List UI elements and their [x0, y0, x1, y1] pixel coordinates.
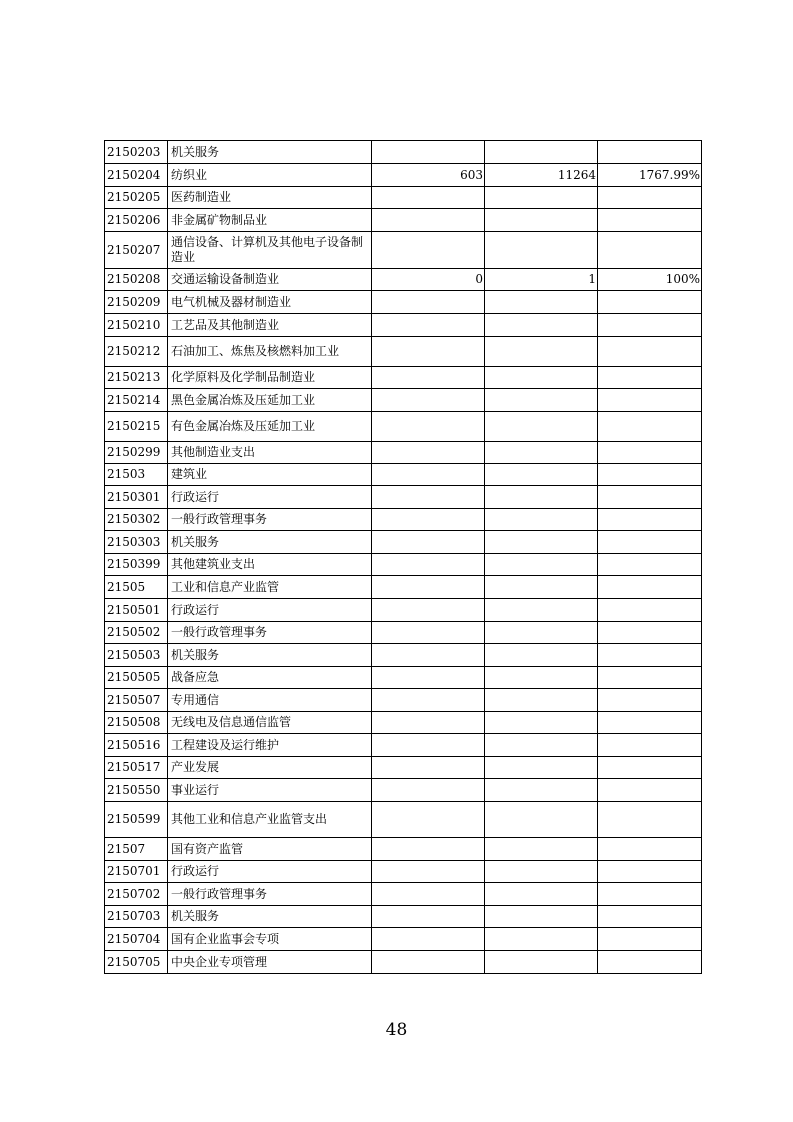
table-row: [105, 667, 702, 689]
table-row: [105, 576, 702, 599]
name-cell: 行政运行: [168, 486, 372, 509]
name-cell: 医药制造业: [168, 187, 372, 209]
code-cell: 2150399: [105, 554, 168, 576]
value-cell: 1767.99%: [598, 164, 702, 187]
table-row: [105, 757, 702, 779]
code-cell: 2150203: [105, 141, 168, 164]
name-cell: 行政运行: [168, 861, 372, 883]
value-cell: [485, 689, 598, 712]
code-cell: 2150303: [105, 531, 168, 554]
table-row: [105, 141, 702, 164]
value-cell: [485, 464, 598, 486]
value-cell: [485, 141, 598, 164]
code-cell: 2150701: [105, 861, 168, 883]
value-cell: [485, 599, 598, 622]
name-cell: 建筑业: [168, 464, 372, 486]
name-cell: 电气机械及器材制造业: [168, 291, 372, 314]
value-cell: [598, 554, 702, 576]
table-row: [105, 689, 702, 712]
name-cell: 工艺品及其他制造业: [168, 314, 372, 337]
value-cell: [372, 779, 485, 802]
name-cell: 无线电及信息通信监管: [168, 712, 372, 734]
value-cell: [598, 861, 702, 883]
name-cell: 非金属矿物制品业: [168, 209, 372, 232]
value-cell: [485, 712, 598, 734]
name-cell: 机关服务: [168, 531, 372, 554]
name-cell: 其他工业和信息产业监管支出: [168, 802, 372, 838]
code-cell: 2150302: [105, 509, 168, 531]
table-row: [105, 779, 702, 802]
value-cell: [372, 412, 485, 442]
name-cell: 机关服务: [168, 141, 372, 164]
code-cell: 2150704: [105, 928, 168, 951]
value-cell: [372, 928, 485, 951]
value-cell: [485, 883, 598, 906]
code-cell: 21507: [105, 838, 168, 861]
value-cell: [485, 802, 598, 838]
value-cell: [372, 442, 485, 464]
code-cell: 2150505: [105, 667, 168, 689]
value-cell: [372, 622, 485, 644]
table-row: [105, 232, 702, 269]
value-cell: [598, 883, 702, 906]
table-row: [105, 367, 702, 389]
table-row: [105, 164, 702, 187]
value-cell: [485, 509, 598, 531]
value-cell: [372, 187, 485, 209]
value-cell: [485, 951, 598, 974]
name-cell: 专用通信: [168, 689, 372, 712]
value-cell: [598, 531, 702, 554]
code-cell: 2150501: [105, 599, 168, 622]
code-cell: 2150508: [105, 712, 168, 734]
value-cell: [485, 861, 598, 883]
name-cell: 石油加工、炼焦及核燃料加工业: [168, 337, 372, 367]
value-cell: [485, 734, 598, 757]
value-cell: [372, 509, 485, 531]
code-cell: 2150703: [105, 906, 168, 928]
value-cell: [598, 337, 702, 367]
table-row: [105, 269, 702, 291]
value-cell: [372, 141, 485, 164]
value-cell: [598, 802, 702, 838]
value-cell: [372, 802, 485, 838]
code-cell: 2150214: [105, 389, 168, 412]
value-cell: [598, 906, 702, 928]
value-cell: [485, 779, 598, 802]
value-cell: [598, 951, 702, 974]
name-cell: 有色金属冶炼及压延加工业: [168, 412, 372, 442]
value-cell: [372, 531, 485, 554]
value-cell: [598, 779, 702, 802]
name-cell: 一般行政管理事务: [168, 883, 372, 906]
value-cell: [598, 442, 702, 464]
value-cell: [598, 389, 702, 412]
table-row: [105, 486, 702, 509]
value-cell: [598, 757, 702, 779]
name-cell: 行政运行: [168, 599, 372, 622]
code-cell: 2150502: [105, 622, 168, 644]
value-cell: [372, 599, 485, 622]
value-cell: [372, 209, 485, 232]
name-cell: 工业和信息产业监管: [168, 576, 372, 599]
name-cell: 国有企业监事会专项: [168, 928, 372, 951]
value-cell: [598, 667, 702, 689]
name-cell: 机关服务: [168, 906, 372, 928]
code-cell: 2150301: [105, 486, 168, 509]
table-row: [105, 734, 702, 757]
name-cell: 其他建筑业支出: [168, 554, 372, 576]
table-row: [105, 554, 702, 576]
table-row: [105, 906, 702, 928]
value-cell: [372, 232, 485, 269]
table-row: [105, 622, 702, 644]
code-cell: 21505: [105, 576, 168, 599]
value-cell: [372, 712, 485, 734]
table-row: [105, 509, 702, 531]
table-row: [105, 337, 702, 367]
table-row: [105, 883, 702, 906]
page-number: 48: [385, 1020, 408, 1040]
code-cell: 2150599: [105, 802, 168, 838]
value-cell: [598, 367, 702, 389]
value-cell: [598, 689, 702, 712]
value-cell: [485, 367, 598, 389]
value-cell: [598, 644, 702, 667]
value-cell: [598, 314, 702, 337]
name-cell: 通信设备、计算机及其他电子设备制造业: [168, 232, 372, 269]
table-row: [105, 187, 702, 209]
code-cell: 2150550: [105, 779, 168, 802]
value-cell: [372, 883, 485, 906]
name-cell: 国有资产监管: [168, 838, 372, 861]
table-row: [105, 412, 702, 442]
code-cell: 2150299: [105, 442, 168, 464]
table-row: [105, 861, 702, 883]
value-cell: [372, 838, 485, 861]
name-cell: 产业发展: [168, 757, 372, 779]
code-cell: 2150208: [105, 269, 168, 291]
value-cell: [598, 928, 702, 951]
table-row: [105, 464, 702, 486]
code-cell: 2150215: [105, 412, 168, 442]
value-cell: [372, 689, 485, 712]
value-cell: [485, 667, 598, 689]
table-body: [105, 141, 702, 974]
code-cell: 2150705: [105, 951, 168, 974]
code-cell: 2150516: [105, 734, 168, 757]
value-cell: [372, 337, 485, 367]
value-cell: [372, 389, 485, 412]
code-cell: 2150517: [105, 757, 168, 779]
value-cell: [485, 412, 598, 442]
value-cell: [372, 951, 485, 974]
value-cell: [485, 442, 598, 464]
budget-table: [104, 140, 702, 974]
code-cell: 2150507: [105, 689, 168, 712]
value-cell: [598, 712, 702, 734]
value-cell: [372, 861, 485, 883]
value-cell: [485, 928, 598, 951]
code-cell: 2150210: [105, 314, 168, 337]
value-cell: [372, 464, 485, 486]
table-row: [105, 314, 702, 337]
name-cell: 战备应急: [168, 667, 372, 689]
code-cell: 2150207: [105, 232, 168, 269]
value-cell: [485, 486, 598, 509]
code-cell: 2150503: [105, 644, 168, 667]
value-cell: [485, 906, 598, 928]
name-cell: 机关服务: [168, 644, 372, 667]
value-cell: [485, 622, 598, 644]
value-cell: [598, 576, 702, 599]
value-cell: [598, 187, 702, 209]
value-cell: [372, 734, 485, 757]
value-cell: [598, 232, 702, 269]
value-cell: [598, 486, 702, 509]
name-cell: 中央企业专项管理: [168, 951, 372, 974]
value-cell: [372, 644, 485, 667]
value-cell: [372, 367, 485, 389]
value-cell: [598, 599, 702, 622]
value-cell: [372, 906, 485, 928]
table-row: [105, 389, 702, 412]
name-cell: 交通运输设备制造业: [168, 269, 372, 291]
value-cell: [598, 412, 702, 442]
name-cell: 一般行政管理事务: [168, 509, 372, 531]
value-cell: [372, 314, 485, 337]
value-cell: [598, 838, 702, 861]
value-cell: [485, 576, 598, 599]
code-cell: 2150209: [105, 291, 168, 314]
value-cell: [485, 209, 598, 232]
name-cell: 黑色金属冶炼及压延加工业: [168, 389, 372, 412]
value-cell: [372, 554, 485, 576]
value-cell: [372, 486, 485, 509]
name-cell: 纺织业: [168, 164, 372, 187]
value-cell: [485, 291, 598, 314]
table-row: [105, 928, 702, 951]
code-cell: 21503: [105, 464, 168, 486]
value-cell: [372, 291, 485, 314]
code-cell: 2150212: [105, 337, 168, 367]
value-cell: [598, 291, 702, 314]
table-row: [105, 291, 702, 314]
name-cell: 事业运行: [168, 779, 372, 802]
value-cell: [485, 838, 598, 861]
table-row: [105, 599, 702, 622]
code-cell: 2150204: [105, 164, 168, 187]
value-cell: [485, 337, 598, 367]
value-cell: [485, 554, 598, 576]
name-cell: 一般行政管理事务: [168, 622, 372, 644]
name-cell: 工程建设及运行维护: [168, 734, 372, 757]
value-cell: [485, 644, 598, 667]
table-row: [105, 209, 702, 232]
value-cell: [598, 141, 702, 164]
table-row: [105, 838, 702, 861]
value-cell: 603: [372, 164, 485, 187]
value-cell: [372, 757, 485, 779]
value-cell: [372, 667, 485, 689]
value-cell: [372, 576, 485, 599]
value-cell: [485, 314, 598, 337]
value-cell: [485, 187, 598, 209]
code-cell: 2150206: [105, 209, 168, 232]
code-cell: 2150205: [105, 187, 168, 209]
value-cell: [598, 209, 702, 232]
value-cell: 1: [485, 269, 598, 291]
value-cell: [598, 509, 702, 531]
table-row: [105, 951, 702, 974]
value-cell: 11264: [485, 164, 598, 187]
table-row: [105, 442, 702, 464]
value-cell: 0: [372, 269, 485, 291]
value-cell: [485, 531, 598, 554]
code-cell: 2150702: [105, 883, 168, 906]
name-cell: 其他制造业支出: [168, 442, 372, 464]
value-cell: [598, 622, 702, 644]
value-cell: [598, 734, 702, 757]
table-row: [105, 712, 702, 734]
code-cell: 2150213: [105, 367, 168, 389]
name-cell: 化学原料及化学制品制造业: [168, 367, 372, 389]
table-row: [105, 644, 702, 667]
table-row: [105, 802, 702, 838]
value-cell: [485, 389, 598, 412]
value-cell: [598, 464, 702, 486]
table-row: [105, 531, 702, 554]
value-cell: [485, 757, 598, 779]
value-cell: 100%: [598, 269, 702, 291]
value-cell: [485, 232, 598, 269]
